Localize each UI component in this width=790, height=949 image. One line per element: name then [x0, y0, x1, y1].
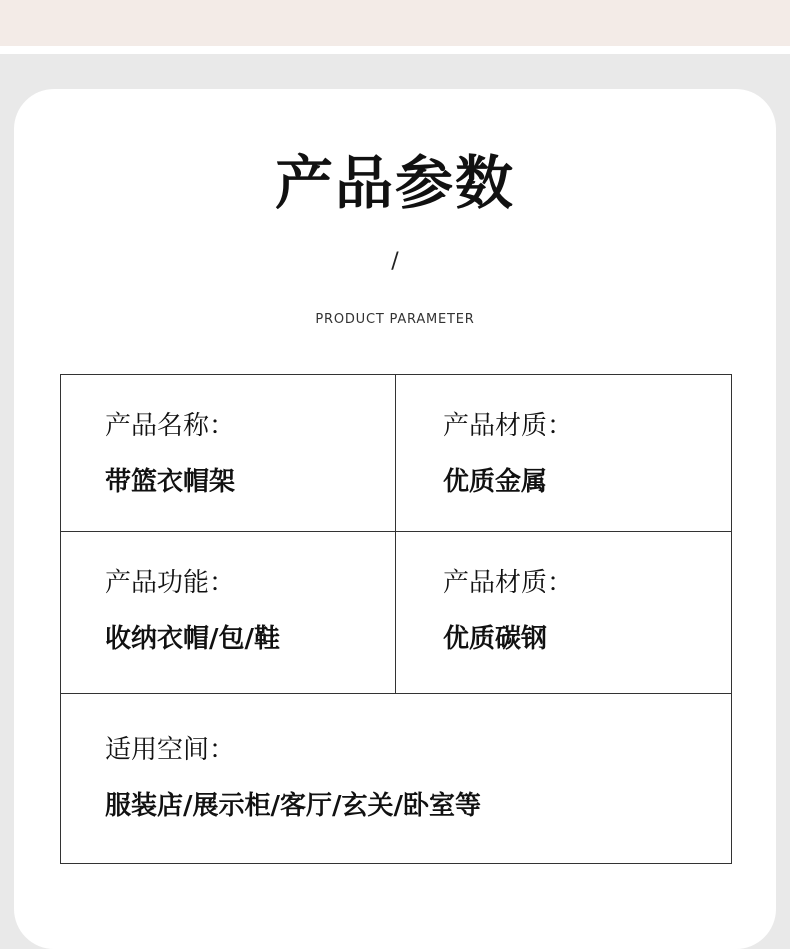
section-title: 产品参数 — [274, 149, 515, 217]
table-row — [61, 694, 731, 863]
param-value: 优质金属 — [443, 467, 548, 497]
param-value: 服装店/展示柜/客厅/玄关/卧室等 — [105, 791, 481, 821]
param-label: 产品材质： — [443, 411, 574, 441]
param-cell-material-2 — [396, 532, 731, 693]
param-label: 适用空间： — [105, 735, 236, 765]
top-banner-band — [0, 0, 790, 46]
param-cell-applicable-space — [61, 694, 731, 863]
param-label: 产品功能： — [105, 568, 236, 598]
table-row — [61, 375, 731, 532]
title-divider: / — [391, 249, 399, 274]
param-value: 收纳衣帽/包/鞋 — [105, 624, 280, 654]
param-value: 带篮衣帽架 — [105, 467, 236, 497]
param-value: 优质碳钢 — [443, 624, 548, 654]
banner-separator — [0, 46, 790, 54]
param-cell-material — [396, 375, 731, 531]
param-label: 产品材质： — [443, 568, 574, 598]
param-cell-function — [61, 532, 396, 693]
parameter-table — [60, 374, 732, 864]
section-subtitle: PRODUCT PARAMETER — [315, 312, 475, 327]
table-row — [61, 532, 731, 694]
param-label: 产品名称： — [105, 411, 236, 441]
param-cell-product-name — [61, 375, 396, 531]
